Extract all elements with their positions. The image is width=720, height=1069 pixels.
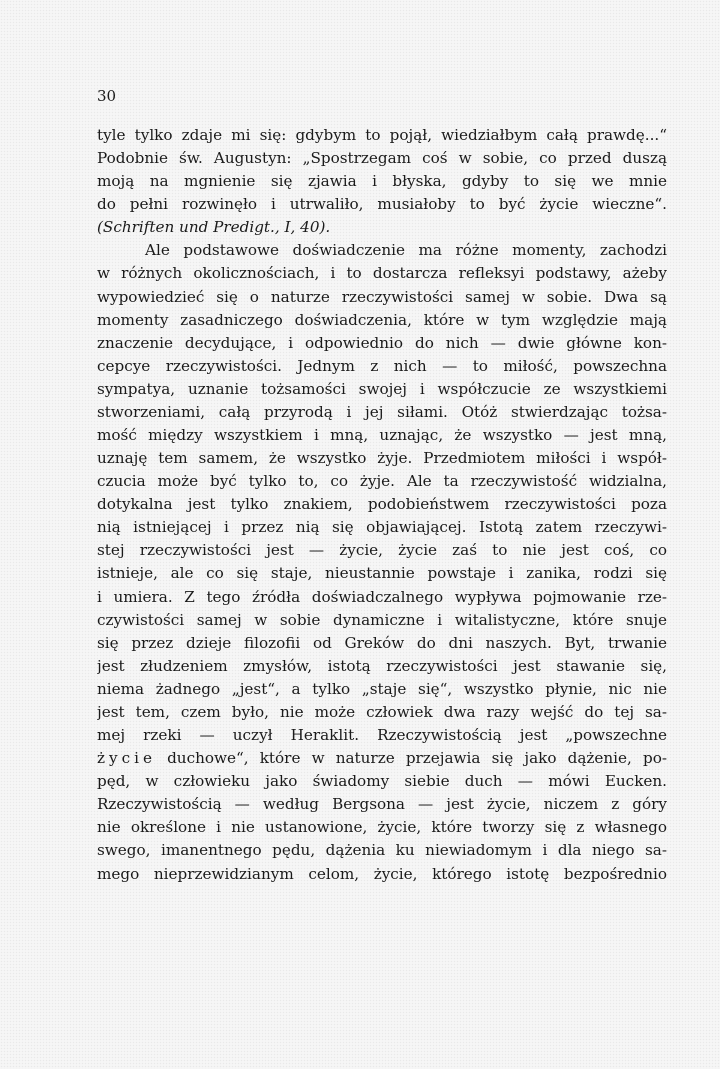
text-line: stworzeniami, całą przyrodą i jej siłami. Otóż stwierdzając tożsa- — [97, 402, 667, 421]
text-line: nią istniejącej i przez nią się objawiającej. Istotą zatem rzeczywi- — [97, 518, 667, 537]
text-line: znaczenie decydujące, i odpowiednio do nich — dwie główne kon- — [97, 333, 667, 352]
text-line: jest tem, czem było, nie może człowiek dwa razy wejść do tej sa- — [97, 702, 667, 721]
text-line: czywistości samej w sobie dynamiczne i witalistyczne, które snuje — [97, 610, 667, 629]
text-line: moją na mgnienie się zjawia i błyska, gdyby to się we mnie — [97, 172, 667, 191]
spaced-word: życie — [97, 749, 156, 768]
text-line: czucia może być tylko to, co żyje. Ale ta rzeczywistość widzialna, — [97, 472, 667, 491]
text-line: mego nieprzewidzianym celom, życie, którego istotę bezpośrednio — [97, 864, 667, 883]
text-line: Ale podstawowe doświadczenie ma różne momenty, zachodzi — [145, 241, 667, 260]
text-line: uznaję tem samem, że wszystko żyje. Przedmiotem miłości i współ- — [97, 449, 667, 468]
text-line: (Schriften und Predigt., I, 40). — [97, 218, 331, 237]
text-line: w różnych okolicznościach, i to dostarcza refleksyi podstawy, ażeby — [97, 264, 667, 283]
text-line-spaced — [97, 747, 667, 770]
text-line: dotykalna jest tylko znakiem, podobieństwem rzeczywistości poza — [97, 495, 667, 514]
text-line: do pełni rozwinęło i utrwaliło, musiałoby to być życie wieczne“. — [97, 195, 667, 214]
text-line: Rzeczywistością — według Bergsona — jest życie, niczem z góry — [97, 795, 667, 814]
text-line: Podobnie św. Augustyn: „Spostrzegam coś w sobie, co przed duszą — [97, 149, 667, 168]
text-line: momenty zasadniczego doświadczenia, które w tym względzie mają — [97, 310, 667, 329]
text-line: się przez dzieje filozofii od Greków do dni naszych. Byt, trwanie — [97, 633, 667, 652]
text-line: jest złudzeniem zmysłów, istotą rzeczywistości jest stawanie się, — [97, 656, 667, 675]
text-line: mość między wszystkiem i mną, uznając, że wszystko — jest mną, — [97, 426, 667, 445]
text-line: istnieje, ale co się staje, nieustannie powstaje i zanika, rodzi się — [97, 564, 667, 583]
text-line-rest: duchowe“, które w naturze przejawia się jako dążenie, po- — [155, 749, 667, 768]
text-line: niema żadnego „jest“, a tylko „staje się“, wszystko płynie, nic nie — [97, 679, 667, 698]
text-line: sympatya, uznanie tożsamości swojej i współczucie ze wszystkiemi — [97, 379, 667, 398]
text-line: stej rzeczywistości jest — życie, życie zaś to nie jest coś, co — [97, 541, 667, 560]
page-number: 30 — [97, 87, 117, 105]
text-line: pęd, w człowieku jako świadomy siebie duch — mówi Eucken. — [97, 772, 667, 791]
text-line: tyle tylko zdaje mi się: gdybym to pojął, wiedziałbym całą prawdę...“ — [97, 126, 667, 144]
text-line: cepcye rzeczywistości. Jednym z nich — to miłość, powszechna — [97, 356, 667, 375]
text-line: nie określone i nie ustanowione, życie, które tworzy się z własnego — [97, 818, 667, 837]
body-text — [97, 124, 667, 886]
text-line: mej rzeki — uczył Heraklit. Rzeczywistością jest „powszechne — [97, 726, 667, 745]
text-line: swego, imanentnego pędu, dążenia ku niewiadomym i dla niego sa- — [97, 841, 667, 860]
text-line: wypowiedzieć się o naturze rzeczywistości samej w sobie. Dwa są — [97, 287, 667, 306]
text-line: i umiera. Z tego źródła doświadczalnego wypływa pojmowanie rze- — [97, 587, 667, 606]
